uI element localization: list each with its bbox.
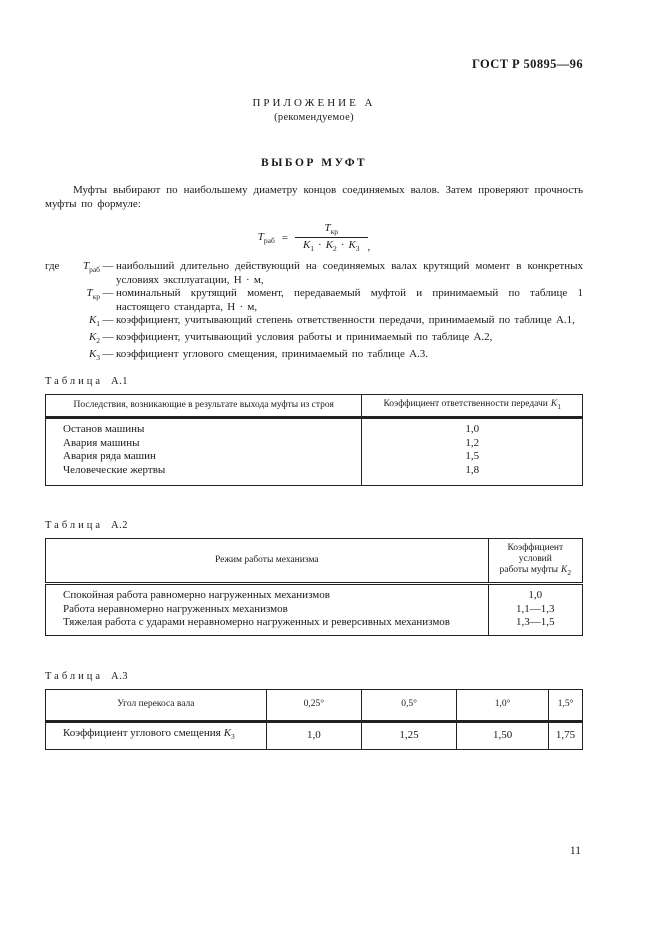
table-row: Работа неравномерно нагруженных механизмов 1,1—1,3 xyxy=(46,603,583,617)
definition-item: где $Т_{раб}$ — наибольший длительно действующий на соединяемых валах крутящий момент в конкретных условиях эксплуатации, Н · м, xyxy=(45,260,583,286)
appendix-title: ПРИЛОЖЕНИЕ А xyxy=(252,97,376,109)
table-a1 xyxy=(45,394,583,486)
formula-comma: , xyxy=(367,241,371,254)
row-label: Коэффициент углового смещения $К_3$ xyxy=(63,727,235,742)
table-row: Авария ряда машин 1,5 xyxy=(46,450,583,464)
page-number: 11 xyxy=(569,845,581,857)
table-a3-label: Таблица А.3 xyxy=(45,670,129,682)
definition-item: $К_3$ — коэффициент углового смещения, принимаемый по таблице А.3. xyxy=(88,347,429,362)
table-a3-header-row xyxy=(46,689,583,721)
table-a1-label: Таблица А.1 xyxy=(45,376,129,388)
row-header: Угол перекоса вала xyxy=(46,689,267,721)
table-a2-label: Таблица А.2 xyxy=(45,520,129,532)
angle-header: 1,5° xyxy=(549,689,583,721)
angle-header: 1,0° xyxy=(457,689,549,721)
table-row: Человеческие жертвы 1,8 xyxy=(46,464,583,486)
table-a2-header-row xyxy=(46,539,583,584)
definition-item: $К_2$ — коэффициент, учитывающий условия работы и принимаемый по таблице А.2, xyxy=(88,331,493,346)
formula-lhs: $Т_{раб}$ xyxy=(257,230,275,245)
table-a3 xyxy=(45,689,583,750)
torque-formula xyxy=(45,222,583,253)
table-row: Тяжелая работа с ударами неравномерно нагруженных и реверсивных механизмов 1,3—1,5 xyxy=(46,616,583,635)
fraction-denominator: $К_1 \cdot К_2 \cdot К_3$ xyxy=(295,237,368,253)
table-row: Спокойная работа равномерно нагруженных механизмов 1,0 xyxy=(46,584,583,603)
column-header: Последствия, возникающие в результате выхода муфты из строя xyxy=(46,395,362,418)
table-row: Останов машины 1,0 xyxy=(46,418,583,437)
definition-item: $К_1$ — коэффициент, учитывающий степень ответственности передачи, принимаемый по таблице А.1, xyxy=(88,314,575,329)
table-a1-header-row xyxy=(46,395,583,418)
column-header: Коэффициент условий работы муфты $К_2$ xyxy=(488,539,582,584)
intro-paragraph: Муфты выбирают по наибольшему диаметру концов соединяемых валов. Затем проверяют прочность муфты по формуле: xyxy=(45,184,583,210)
fraction-numerator: $Т_{кр}$ xyxy=(324,222,339,237)
formula-fraction xyxy=(295,222,368,253)
symbol-definitions xyxy=(45,260,583,364)
angle-header: 0,25° xyxy=(266,689,361,721)
equals-sign: = xyxy=(281,231,288,244)
table-a2 xyxy=(45,538,583,635)
column-header: Режим работы механизма xyxy=(46,539,489,584)
page-title: ВЫБОР МУФТ xyxy=(260,157,368,169)
appendix-subtitle: (рекомендуемое) xyxy=(274,112,354,123)
angle-header: 0,5° xyxy=(361,689,456,721)
table-row: Коэффициент углового смещения $К_3$ 1,0 1,25 1,50 1,75 xyxy=(46,721,583,749)
definition-item: $Т_{кр}$ — номинальный крутящий момент, передаваемый муфтой и принимаемый по таблице 1 настоящего стандарта, Н · м, xyxy=(86,287,583,313)
standard-code: ГОСТ Р 50895—96 xyxy=(471,57,583,71)
column-header: Коэффициент ответственности передачи $К_1$ xyxy=(362,395,583,418)
table-row: Авария машины 1,2 xyxy=(46,437,583,451)
